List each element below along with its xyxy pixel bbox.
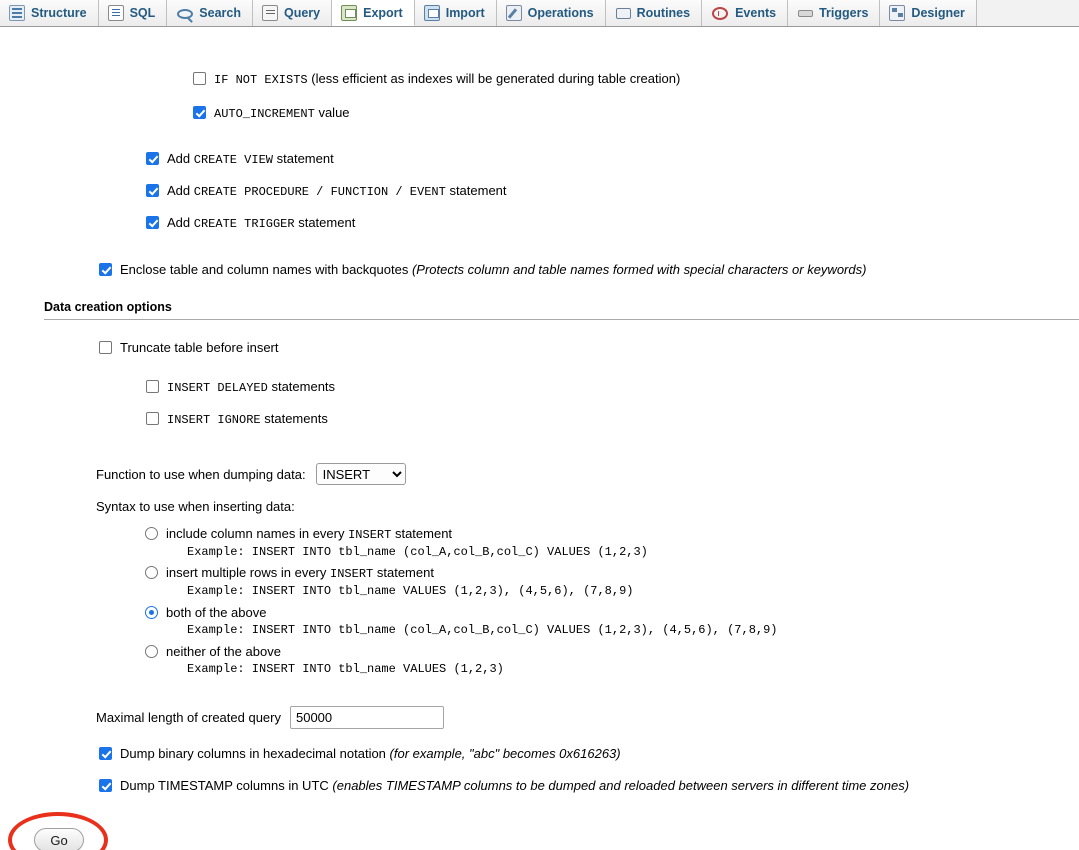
tab-operations[interactable] — [497, 0, 606, 26]
tab-sql-label: SQL — [129, 6, 156, 20]
syntax-option-neither-of-the-above — [145, 645, 504, 676]
option-dump-timestamp-utc — [99, 779, 909, 793]
query-icon — [262, 5, 278, 21]
tab-triggers[interactable] — [788, 0, 880, 26]
submit-area — [8, 812, 108, 850]
enclose-backquotes-label: Enclose table and column names with backquotes (Protects column and table names formed with special characters or keywords) — [120, 262, 867, 277]
dump-timestamp-utc-label: Dump TIMESTAMP columns in UTC (enables TIMESTAMP columns to be dumped and reloaded between servers in different time zones) — [120, 778, 910, 793]
add-create-procedure-label: Add CREATE PROCEDURE / FUNCTION / EVENT statement — [167, 183, 507, 199]
tab-import-label: Import — [445, 6, 485, 20]
tab-routines-label: Routines — [636, 6, 691, 20]
tab-routines[interactable] — [606, 0, 702, 26]
both-of-the-above-label: both of the above — [166, 605, 267, 620]
tab-export-label: Export — [363, 5, 403, 20]
insert-delayed-checkbox[interactable] — [146, 380, 159, 393]
both-of-the-above-radio[interactable] — [145, 606, 158, 619]
option-truncate-table — [99, 341, 279, 355]
routines-icon — [615, 5, 631, 21]
tab-structure[interactable] — [0, 0, 99, 26]
option-enclose-backquotes — [99, 263, 866, 277]
function-to-use-select[interactable] — [316, 463, 406, 485]
option-insert-delayed — [146, 380, 335, 395]
events-icon — [712, 7, 728, 20]
enclose-backquotes-checkbox[interactable] — [99, 263, 112, 276]
export-icon — [341, 5, 357, 21]
search-icon — [177, 9, 193, 19]
option-add-create-view — [146, 152, 334, 167]
truncate-table-checkbox[interactable] — [99, 341, 112, 354]
syntax-option-both-of-the-above — [145, 606, 778, 637]
insert-multiple-rows-example: Example: INSERT INTO tbl_name VALUES (1,2,3), (4,5,6), (7,8,9) — [187, 584, 634, 598]
dump-binary-hex-label: Dump binary columns in hexadecimal notation (for example, "abc" becomes 0x616263) — [120, 746, 621, 761]
if-not-exists-label: IF NOT EXISTS (less efficient as indexes will be generated during table creation) — [214, 71, 681, 87]
function-to-use-label: Function to use when dumping data: — [96, 466, 306, 482]
tab-events[interactable] — [702, 0, 788, 26]
insert-multiple-rows-radio[interactable] — [145, 566, 158, 579]
tab-import[interactable] — [415, 0, 497, 26]
structure-icon — [9, 5, 25, 21]
max-query-length-row — [96, 706, 444, 729]
tab-operations-label: Operations — [527, 6, 594, 20]
if-not-exists-checkbox[interactable] — [193, 72, 206, 85]
add-create-procedure-checkbox[interactable] — [146, 184, 159, 197]
tab-designer-label: Designer — [911, 6, 965, 20]
neither-of-the-above-label: neither of the above — [166, 644, 281, 659]
max-query-length-label: Maximal length of created query — [96, 710, 281, 725]
neither-of-the-above-example: Example: INSERT INTO tbl_name VALUES (1,2,3) — [187, 662, 504, 676]
tab-structure-label: Structure — [31, 6, 87, 20]
sql-icon — [108, 5, 124, 21]
tab-query[interactable] — [253, 0, 332, 26]
syntax-to-use-label: Syntax to use when inserting data: — [96, 499, 295, 514]
tab-triggers-label: Triggers — [819, 6, 869, 20]
designer-icon — [889, 5, 905, 21]
add-create-view-label: Add CREATE VIEW statement — [167, 151, 334, 167]
add-create-view-checkbox[interactable] — [146, 152, 159, 165]
insert-ignore-label: INSERT IGNORE statements — [167, 411, 328, 427]
tab-export[interactable] — [332, 0, 415, 26]
triggers-icon — [797, 5, 813, 21]
auto-increment-checkbox[interactable] — [193, 106, 206, 119]
tab-sql[interactable] — [99, 0, 168, 26]
option-insert-ignore — [146, 412, 328, 427]
add-create-trigger-checkbox[interactable] — [146, 216, 159, 229]
export-options-form — [0, 27, 1079, 850]
include-column-names-label: include column names in every INSERT statement — [166, 526, 453, 542]
option-add-create-procedure — [146, 184, 507, 199]
neither-of-the-above-radio[interactable] — [145, 645, 158, 658]
insert-delayed-label: INSERT DELAYED statements — [167, 379, 336, 395]
truncate-table-label: Truncate table before insert — [120, 340, 279, 355]
auto-increment-label: AUTO_INCREMENT value — [214, 105, 350, 121]
tab-search-label: Search — [199, 6, 241, 20]
tab-search[interactable] — [167, 0, 253, 26]
option-if-not-exists — [193, 72, 680, 87]
insert-multiple-rows-label: insert multiple rows in every INSERT statement — [166, 565, 434, 581]
insert-ignore-checkbox[interactable] — [146, 412, 159, 425]
dump-binary-hex-checkbox[interactable] — [99, 747, 112, 760]
dump-timestamp-utc-checkbox[interactable] — [99, 779, 112, 792]
import-icon — [424, 5, 440, 21]
syntax-option-include-column-names — [145, 527, 648, 559]
function-to-use-row — [96, 463, 406, 485]
operations-icon — [506, 5, 522, 21]
include-column-names-radio[interactable] — [145, 527, 158, 540]
tab-query-label: Query — [283, 6, 321, 20]
tab-events-label: Events — [735, 6, 777, 20]
option-add-create-trigger — [146, 216, 355, 231]
data-creation-options-heading: Data creation options — [44, 300, 1079, 324]
both-of-the-above-example: Example: INSERT INTO tbl_name (col_A,col_B,col_C) VALUES (1,2,3), (4,5,6), (7,8,9) — [187, 623, 778, 637]
option-auto-increment — [193, 106, 350, 121]
syntax-option-insert-multiple-rows — [145, 566, 633, 598]
include-column-names-example: Example: INSERT INTO tbl_name (col_A,col_B,col_C) VALUES (1,2,3) — [187, 545, 648, 559]
option-dump-binary-hex — [99, 747, 621, 761]
tab-designer[interactable] — [880, 0, 977, 26]
add-create-trigger-label: Add CREATE TRIGGER statement — [167, 215, 356, 231]
go-button[interactable]: Go — [34, 828, 84, 850]
max-query-length-input[interactable] — [290, 706, 444, 729]
main-tab-bar — [0, 0, 1079, 27]
